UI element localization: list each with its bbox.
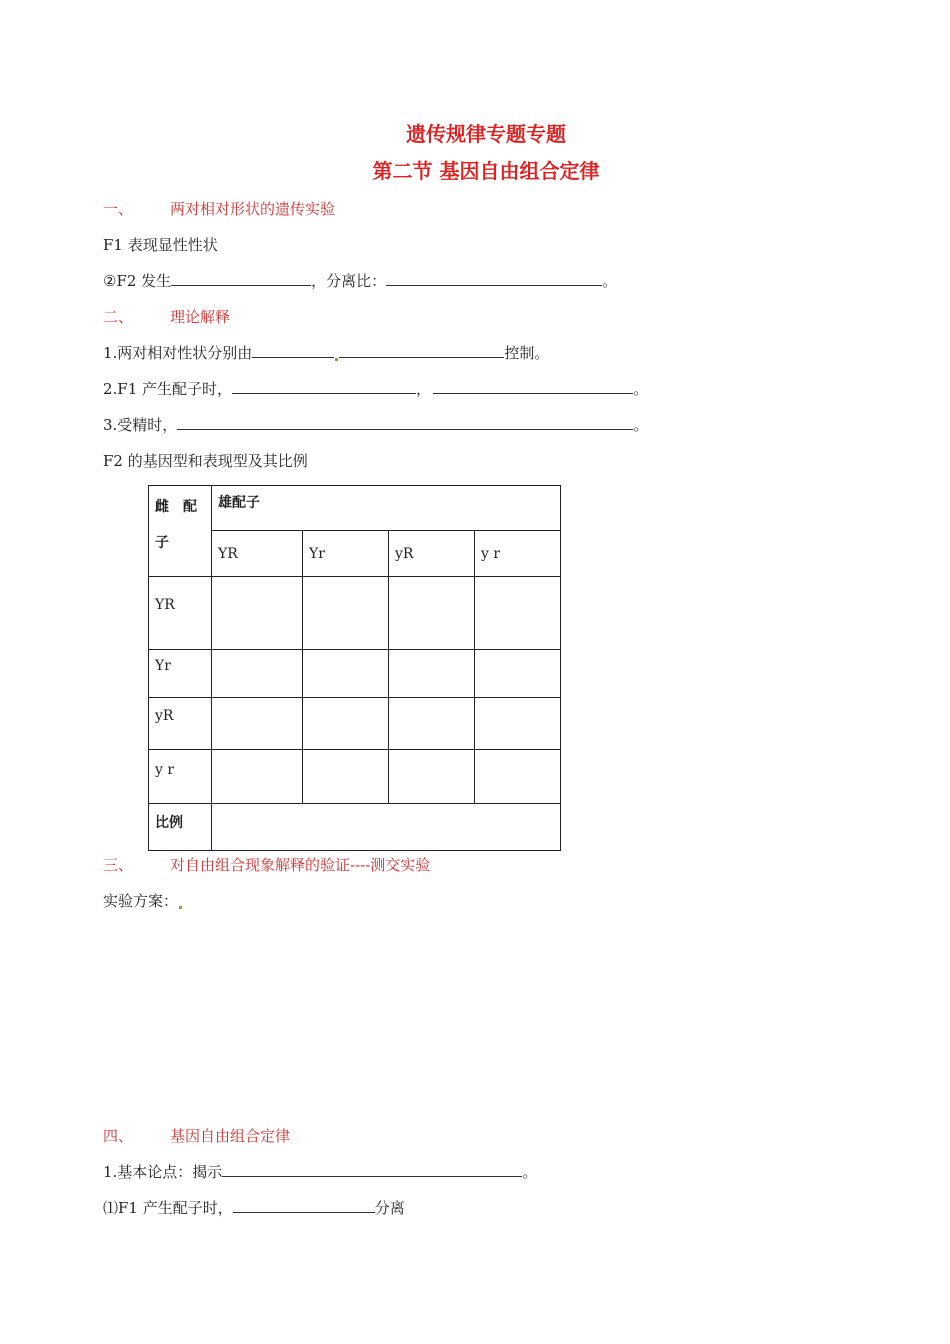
s1-line2-pre: ②F2 发生 [103, 272, 172, 290]
male-gamete-header: 雄配子 [212, 486, 561, 531]
female-gamete-cell: yR [149, 698, 212, 750]
female-header-line2: 子 [155, 535, 169, 551]
s2-item1-post: 控制。 [504, 344, 550, 362]
table-cell[interactable] [475, 698, 561, 750]
table-cell[interactable] [389, 650, 475, 698]
table-row [149, 804, 561, 851]
male-gamete-cell: yR [389, 531, 475, 577]
section-number: 一、 [103, 200, 134, 218]
blank-line [339, 343, 504, 358]
dot-mark [179, 906, 182, 909]
table-row [149, 577, 561, 650]
plan-label: 实验方案： [103, 892, 179, 910]
s2-item2-pre: 2.F1 产生配子时， [103, 380, 233, 398]
section-heading-2 [103, 307, 231, 327]
table-row [149, 486, 561, 531]
page-subtitle: 第二节 基因自由组合定律 [372, 159, 600, 183]
blank-line [433, 379, 633, 394]
s2-item3-end: 。 [633, 416, 649, 434]
ratio-label: 比例 [149, 804, 212, 851]
table-cell[interactable] [303, 750, 389, 804]
s2-item1 [103, 343, 549, 363]
section-number: 三、 [103, 856, 134, 874]
female-gamete-header [149, 486, 212, 577]
s1-line2-mid: ，分离比： [311, 272, 387, 290]
female-gamete-cell: YR [149, 577, 212, 650]
section-number: 二、 [103, 308, 134, 326]
s2-item2-mid: ， [416, 380, 432, 398]
table-cell[interactable] [475, 650, 561, 698]
s2-item1-pre: 1.两对相对性状分别由 [103, 344, 253, 362]
table-cell[interactable] [212, 577, 303, 650]
section-label: 理论解释 [170, 308, 231, 326]
male-gamete-cell: YR [212, 531, 303, 577]
s1-line2-end: 。 [602, 272, 618, 290]
table-cell[interactable] [389, 698, 475, 750]
female-gamete-cell: Yr [149, 650, 212, 698]
f2-gamete-table [148, 485, 561, 851]
s3-plan [103, 891, 183, 911]
s4-item2-post: 分离 [374, 1199, 405, 1217]
ratio-cell[interactable] [212, 804, 561, 851]
section-heading-1 [103, 199, 336, 219]
s4-item2-pre: ⑴F1 产生配子时， [103, 1199, 233, 1217]
s1-line1: F1 表现显性性状 [103, 236, 218, 254]
blank-line [232, 379, 416, 394]
table-cell[interactable] [212, 750, 303, 804]
table-cell[interactable] [303, 650, 389, 698]
blank-line [222, 1162, 522, 1177]
dot-mark [335, 358, 338, 361]
s2-item2-end: 。 [633, 380, 649, 398]
female-gamete-cell: y r [149, 750, 212, 804]
blank-line [252, 343, 334, 358]
s4-item1-pre: 1.基本论点：揭示 [103, 1163, 223, 1181]
table-cell[interactable] [303, 698, 389, 750]
s4-item1-end: 。 [522, 1163, 538, 1181]
s4-item2 [103, 1198, 405, 1218]
section-number: 四、 [103, 1127, 134, 1145]
male-gamete-cell: Yr [303, 531, 389, 577]
section-label: 对自由组合现象解释的验证----测交实验 [170, 856, 431, 874]
blank-line [386, 271, 602, 286]
s2-item3-pre: 3.受精时， [103, 416, 178, 434]
table-row [149, 650, 561, 698]
table-cell[interactable] [303, 577, 389, 650]
s2-item3 [103, 415, 648, 435]
female-header-line1: 雌 配 [155, 499, 197, 515]
table-cell[interactable] [212, 650, 303, 698]
section-label: 基因自由组合定律 [170, 1127, 291, 1145]
blank-line [233, 1198, 375, 1213]
section-heading-3 [103, 855, 431, 875]
table-cell[interactable] [389, 750, 475, 804]
table-row [149, 750, 561, 804]
table-cell[interactable] [475, 577, 561, 650]
table-cell[interactable] [475, 750, 561, 804]
section-label: 两对相对形状的遗传实验 [170, 200, 336, 218]
table-cell[interactable] [389, 577, 475, 650]
table-row [149, 698, 561, 750]
table-caption: F2 的基因型和表现型及其比例 [103, 452, 308, 470]
male-gamete-cell: y r [475, 531, 561, 577]
section-heading-4 [103, 1126, 291, 1146]
s4-item1 [103, 1162, 537, 1182]
s2-item2 [103, 379, 648, 399]
blank-line [171, 271, 311, 286]
page-title: 遗传规律专题专题 [406, 122, 566, 146]
blank-line [177, 415, 633, 430]
s1-line2 [103, 271, 617, 291]
table-cell[interactable] [212, 698, 303, 750]
